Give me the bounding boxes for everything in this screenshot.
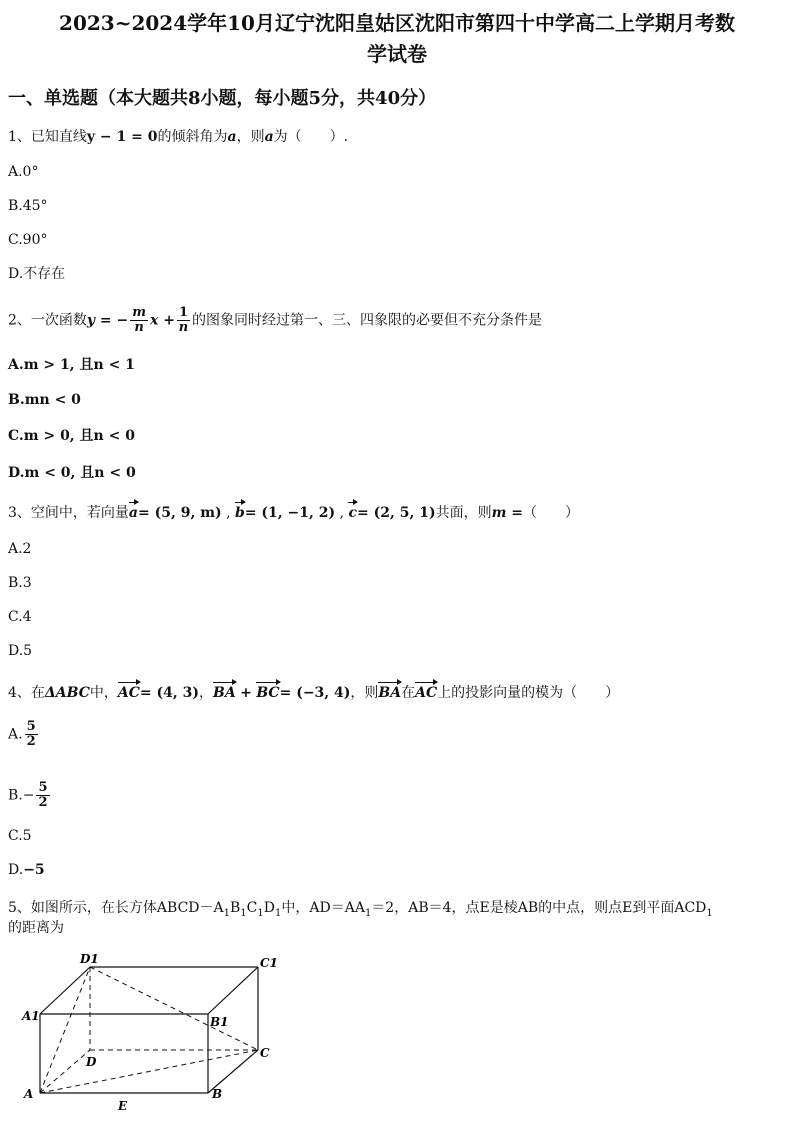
label-b: B	[212, 1087, 223, 1101]
q2-option-b: B.mn < 0	[8, 392, 81, 408]
edge-b1-c1	[208, 967, 258, 1014]
q1-option-d: D.不存在	[8, 266, 66, 282]
q2-option-a: A.m > 1, 且n < 1	[8, 357, 135, 373]
edge-a-d	[40, 1050, 90, 1093]
diag-d1-c	[90, 967, 258, 1050]
q4-option-a: A. $\frac{5}{2}$	[8, 719, 36, 749]
question-3: 3、空间中，若向量a= (5, 9, m) , b= (1, −1, 2) , c= (2, 5, 1)共面，则m =（ ）	[8, 505, 580, 521]
label-a1: A1	[22, 1009, 40, 1023]
label-e: E	[118, 1099, 128, 1113]
label-c1: C1	[260, 956, 278, 970]
q4-option-c: C.5	[8, 828, 32, 844]
question-5-line-2: 的距离为	[8, 920, 64, 936]
question-1: 1、已知直线y − 1 = 0的倾斜角为a，则a为（ ）.	[8, 129, 349, 145]
q3-option-b: B.3	[8, 575, 32, 591]
q1-option-a: A.0°	[8, 164, 39, 180]
q3-option-a: A.2	[8, 541, 32, 557]
q3-option-d: D.5	[8, 643, 33, 659]
q3-option-c: C.4	[8, 609, 32, 625]
q4-option-d: D.−5	[8, 862, 45, 878]
label-c: C	[260, 1046, 270, 1060]
question-5: 5、如图所示，在长方体$ABCD-A_1B_1C_1D_1$中，$AD=AA_1=2$，AB＝4，点E是棱AB的中点，则点E到平面$ACD_1$	[8, 900, 713, 919]
q2-option-d: D.m < 0, 且n < 0	[8, 465, 136, 481]
prism-figure	[14, 950, 284, 1115]
label-a: A	[24, 1087, 34, 1101]
q1-option-b: B.45°	[8, 198, 48, 214]
question-4: 4、在ΔABC中，AC= (4, 3)，BA + BC= (−3, 4)，则BA在AC上的投影向量的模为（ ）	[8, 685, 620, 701]
q2-option-c: C.m > 0, 且n < 0	[8, 428, 135, 444]
title-line-1: 2023~2024学年10月辽宁沈阳皇姑区沈阳市第四十中学高二上学期月考数	[59, 11, 735, 35]
section-heading: 一、单选题（本大题共8小题，每小题5分，共40分）	[8, 88, 437, 109]
label-d1: D1	[80, 952, 99, 966]
q4-option-b: B.− $\frac{5}{2}$	[8, 780, 48, 810]
title-line-2: 学试卷	[367, 42, 427, 66]
question-2: 2、一次函数y = − $\frac{m}{n}$ x + $\frac{1}{n}$ 的图象同时经过第一、三、四象限的必要但不充分条件是	[8, 305, 543, 335]
diag-a-c	[40, 1050, 258, 1093]
exam-title	[0, 8, 794, 70]
edge-a1-d1	[40, 967, 90, 1014]
label-b1: B1	[210, 1015, 229, 1029]
q1-option-c: C.90°	[8, 232, 48, 248]
diag-a-d1	[40, 967, 90, 1093]
label-d: D	[86, 1055, 97, 1069]
